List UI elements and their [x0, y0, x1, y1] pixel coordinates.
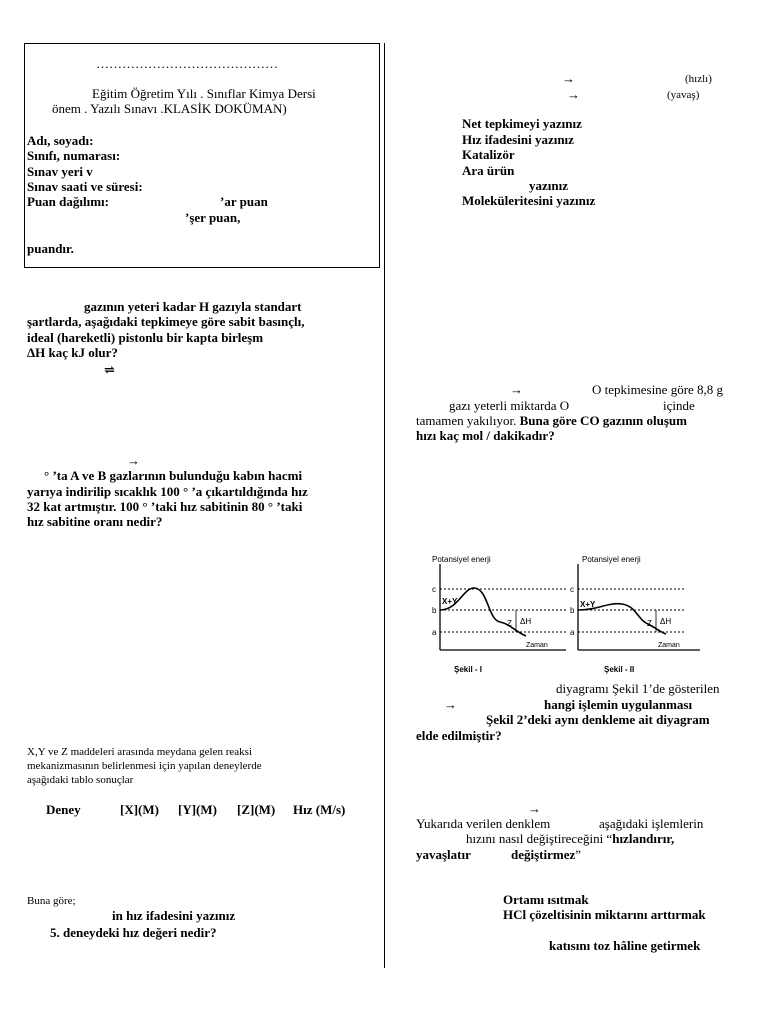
r4-line3c: ”	[575, 847, 582, 862]
r4-line1b: aşağıdaki işlemlerin	[599, 816, 704, 831]
table-header-deney: Deney	[46, 802, 81, 817]
diagram2-product: Z	[647, 619, 652, 628]
diagram2-label-b: b	[570, 606, 575, 615]
r4-item-heat: Ortamı ısıtmak	[503, 892, 589, 907]
diagram1-reactants: X+Y	[442, 597, 458, 606]
energy-diagram-1	[432, 555, 566, 674]
q2-line2: yarıya indirilip sıcaklık 100 ° ’a çıkartıldığında hız	[27, 484, 308, 499]
r2-line2b: içinde	[663, 398, 695, 413]
exam-title-line1: Eğitim Öğretim Yılı . Sınıflar Kimya Dersi	[92, 86, 316, 101]
q3-intro-2: mekanizmasının belirlenmesi için yapılan deneylerde	[27, 760, 262, 772]
r1-item-intermediate: Ara ürün	[462, 163, 515, 178]
points-end: puandır.	[27, 241, 74, 256]
r2-line2a: gazı yeterli miktarda O	[449, 398, 570, 413]
exam-time-label: Sınav saati ve süresi:	[27, 179, 143, 194]
r1-item-net: Net tepkimeyi yazınız	[462, 116, 582, 131]
exam-title-line2: önem . Yazılı Sınavı .KLASİK DOKÜMAN)	[52, 101, 287, 116]
q2-line1: ° ’ta A ve B gazlarının bulunduğu kabın hacmi	[44, 468, 303, 483]
diagram1-product: Z	[507, 619, 512, 628]
diagram2-label-a: a	[570, 628, 575, 637]
r2-line1: O tepkimesine göre 8,8 g	[592, 382, 724, 397]
school-name-dots: ……………………………………	[96, 56, 278, 71]
points-label: Puan dağılımı:	[27, 194, 109, 209]
q3-part-b: 5. deneydeki hız değeri nedir?	[50, 925, 217, 940]
column-divider	[384, 43, 385, 968]
energy-diagram-2	[570, 555, 700, 674]
diagram1-ylabel: Potansiyel enerji	[432, 555, 491, 564]
buna-gore: Buna göre;	[27, 895, 76, 907]
q1-line1: gazının yeteri kadar H gazıyla standart	[84, 299, 302, 314]
class-number-label: Sınıfı, numarası:	[27, 148, 121, 163]
student-name-label: Adı, soyadı:	[27, 133, 94, 148]
q2-line3: 32 kat artmıştır. 100 ° ’taki hız sabitinin 80 ° ’taki	[27, 499, 303, 514]
q2-reaction-arrow: →	[127, 453, 140, 468]
r1-item-catalyst: Katalizör	[462, 147, 515, 162]
r1-item-molecularity: Moleküleritesini yazınız	[462, 193, 596, 208]
step2-slow-label: (yavaş)	[667, 89, 700, 101]
q3-part-a: in hız ifadesini yazınız	[112, 908, 236, 923]
r4-line2b: hızlandırır,	[612, 831, 675, 846]
diagram2-caption: Şekil - II	[604, 665, 635, 674]
step1-arrow: →	[562, 71, 575, 86]
diagram1-label-b: b	[432, 606, 437, 615]
r4-line2a: hızını nasıl değiştireceğini “	[466, 831, 613, 846]
diagram2-curve	[578, 604, 666, 634]
r3-line1: diyagramı Şekil 1’de gösterilen	[556, 681, 720, 696]
step1-fast-label: (hızlı)	[685, 73, 712, 85]
equilibrium-arrow: ⇌	[104, 362, 115, 377]
diagram1-label-c: c	[432, 585, 436, 594]
r2-line3-normal: tamamen yakılıyor.	[416, 413, 520, 428]
points-b: ’şer puan,	[185, 210, 241, 225]
r4-item-powder: katısını toz hâline getirmek	[549, 938, 701, 953]
r4-line3a: yavaşlatır	[416, 847, 471, 862]
diagram1-xlabel: Zaman	[526, 642, 548, 649]
q3-intro-1: X,Y ve Z maddeleri arasında meydana gelen reaksi	[27, 746, 252, 758]
q1-line2: şartlarda, aşağıdaki tepkimeye göre sabit basınçlı,	[27, 314, 305, 329]
r3-line4: elde edilmiştir?	[416, 728, 502, 743]
diagram2-label-c: c	[570, 585, 574, 594]
r3-line2: hangi işlemin uygulanması	[544, 697, 693, 712]
r4-line1a: Yukarıda verilen denklem	[416, 816, 551, 831]
table-header-y: [Y](M)	[178, 802, 217, 817]
r4-line3b: değiştirmez	[511, 847, 576, 862]
diagram1-dh: ΔH	[520, 617, 532, 626]
q1-line3: ideal (hareketli) pistonlu bir kapta birleşm	[27, 330, 264, 345]
q1-line4: ΔH kaç kJ olur?	[27, 345, 118, 360]
r1-item-rate: Hız ifadesini yazınız	[462, 132, 574, 147]
table-header-z: [Z](M)	[237, 802, 276, 817]
q2-line4: hız sabitine oranı nedir?	[27, 514, 163, 529]
diagram2-dh: ΔH	[660, 617, 672, 626]
exam-place-label: Sınav yeri v	[27, 164, 93, 179]
diagram2-ylabel: Potansiyel enerji	[582, 555, 641, 564]
points-a: ’ar puan	[220, 194, 268, 209]
r4-arrow: →	[528, 801, 541, 816]
step2-arrow: →	[567, 87, 580, 102]
diagram2-reactants: X+Y	[580, 600, 596, 609]
r1-item-yaziniz: yazınız	[529, 178, 568, 193]
r3-arrow: →	[444, 697, 457, 712]
r4-item-hcl: HCl çözeltisinin miktarını arttırmak	[503, 907, 706, 922]
table-header-x: [X](M)	[120, 802, 159, 817]
diagram1-caption: Şekil - I	[454, 665, 483, 674]
diagram2-xlabel: Zaman	[658, 642, 680, 649]
r2-line3-bold: Buna göre CO gazının oluşum	[519, 413, 687, 428]
r3-line3: Şekil 2’deki aynı denkleme ait diyagram	[486, 712, 710, 727]
table-header-rate: Hız (M/s)	[293, 802, 346, 817]
diagram1-curve	[440, 588, 526, 636]
q3-intro-3: aşağıdaki tablo sonuçlar	[27, 774, 134, 786]
energy-diagrams	[408, 552, 708, 677]
r2-line4: hızı kaç mol / dakikadır?	[416, 428, 555, 443]
diagram1-label-a: a	[432, 628, 437, 637]
r2-arrow: →	[510, 382, 523, 397]
